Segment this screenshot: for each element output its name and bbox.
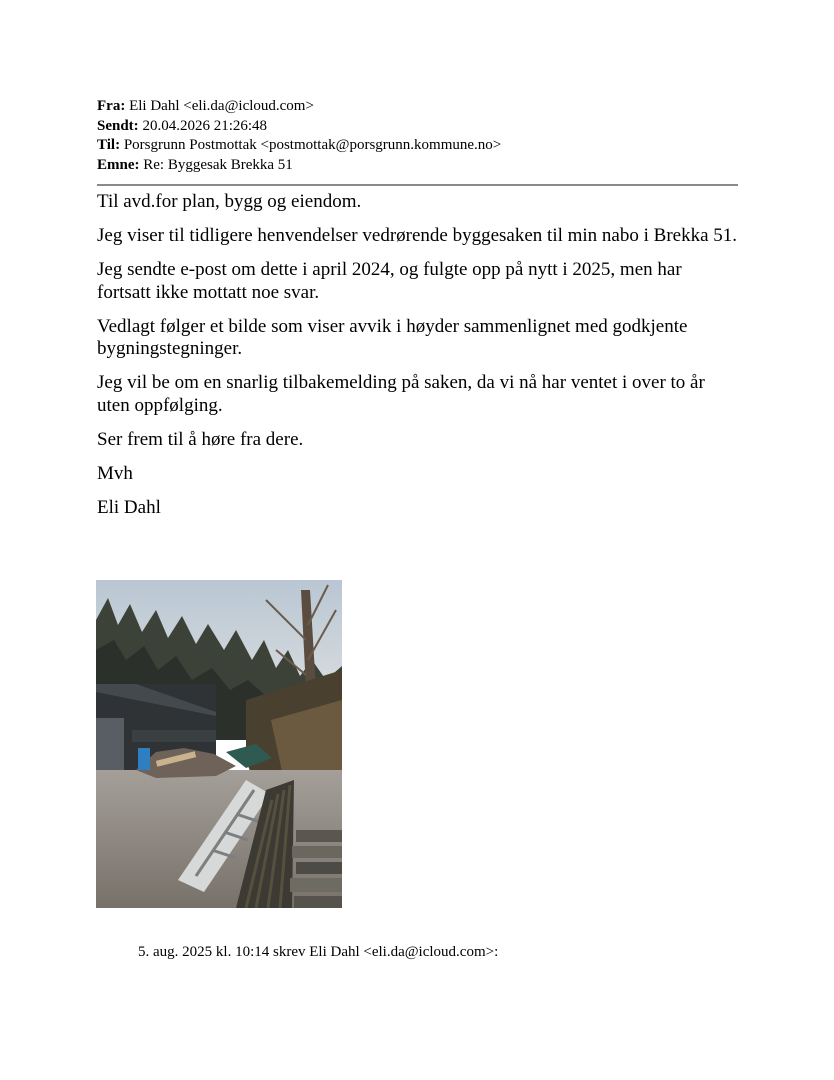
attached-photo bbox=[96, 580, 342, 908]
body-paragraph: Ser frem til å høre fra dere. bbox=[97, 428, 304, 450]
from-row bbox=[97, 97, 737, 117]
from-label: Fra: bbox=[97, 98, 126, 114]
email-body bbox=[97, 191, 737, 531]
subject-label: Emne: bbox=[97, 156, 140, 173]
from-value: Eli Dahl <eli.da@icloud.com> bbox=[129, 98, 314, 114]
subject-value: Re: Byggesak Brekka 51 bbox=[143, 156, 293, 173]
subject-row bbox=[97, 156, 737, 176]
sent-label: Sendt: bbox=[97, 117, 139, 134]
body-paragraph: Jeg sendte e-post om dette i april 2024, og fulgte opp på nytt i 2025, men har fortsatt ikke mottatt noe svar. bbox=[97, 259, 682, 303]
email-header bbox=[97, 97, 737, 175]
sent-row bbox=[97, 117, 737, 137]
header-divider bbox=[97, 184, 738, 186]
body-paragraph: Vedlagt følger et bilde som viser avvik i høyder sammenlignet med godkjente bygningstegninger. bbox=[97, 315, 688, 359]
sent-value: 20.04.2026 21:26:48 bbox=[142, 117, 268, 134]
quoted-reply-header: 5. aug. 2025 kl. 10:14 skrev Eli Dahl <eli.da@icloud.com>: bbox=[138, 944, 499, 960]
body-paragraph: Jeg vil be om en snarlig tilbakemelding på saken, da vi nå har ventet i over to år uten oppfølging. bbox=[97, 372, 705, 416]
body-paragraph: Jeg viser til tidligere henvendelser vedrørende byggesaken til min nabo i Brekka 51. bbox=[97, 225, 738, 246]
body-paragraph: Til avd.for plan, bygg og eiendom. bbox=[97, 191, 362, 212]
to-row bbox=[97, 136, 737, 156]
closing: Mvh bbox=[97, 462, 133, 484]
signature: Eli Dahl bbox=[97, 496, 161, 518]
to-value: Porsgrunn Postmottak <postmottak@porsgrunn.kommune.no> bbox=[123, 137, 502, 153]
to-label: Til: bbox=[97, 137, 121, 153]
